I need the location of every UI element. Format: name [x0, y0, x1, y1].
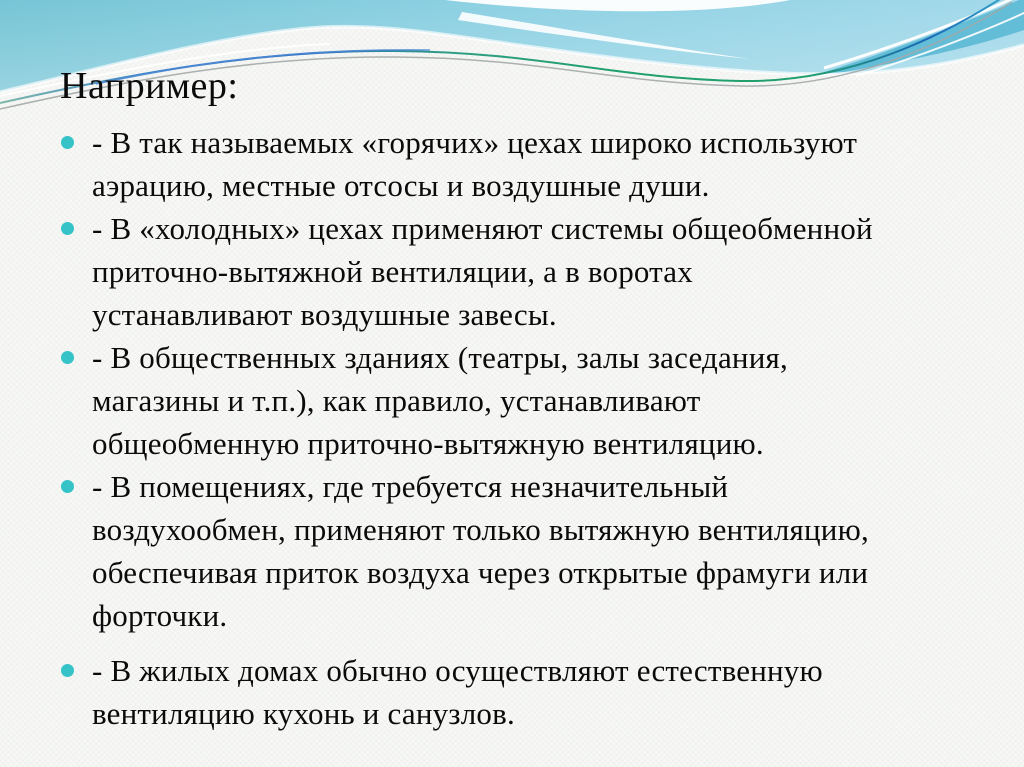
list-item — [60, 336, 990, 465]
bullet-text-line: вентиляцию кухонь и санузлов. — [92, 696, 515, 731]
bullet-text-line: - В так называемых «горячих» цехах широко используют — [92, 125, 858, 160]
bullet-text-line: обеспечивая приток воздуха через открытые фрамуги или — [92, 555, 869, 590]
bullet-text-line: форточки. — [92, 598, 228, 633]
bullet-text-line: аэрацию, местные отсосы и воздушные души. — [92, 168, 710, 203]
bullet-text-line: - В помещениях, где требуется незначительный — [92, 469, 729, 504]
bullet-list — [60, 121, 990, 735]
list-item — [60, 121, 990, 207]
bullet-text-line: приточно-вытяжной вентиляции, а в воротах — [92, 254, 693, 289]
list-item — [60, 465, 990, 637]
bullet-text-line: - В общественных зданиях (театры, залы заседания, — [92, 340, 788, 375]
list-item — [60, 207, 990, 336]
bullet-icon — [61, 136, 74, 149]
bullet-text-line: - В жилых домах обычно осуществляют естественную — [92, 653, 823, 688]
list-item — [60, 649, 990, 735]
bullet-text-line: - В «холодных» цехах применяют системы общеобменной — [92, 211, 873, 246]
bullet-icon — [61, 664, 74, 677]
bullet-icon — [61, 222, 74, 235]
bullet-text-line: общеобменную приточно-вытяжную вентиляцию. — [92, 426, 764, 461]
bullet-icon — [61, 351, 74, 364]
bullet-text-line: воздухообмен, применяют только вытяжную вентиляцию, — [92, 512, 869, 547]
slide-title: Например: — [60, 65, 239, 107]
bullet-text-line: устанавливают воздушные завесы. — [92, 297, 557, 332]
bullet-text-line: магазины и т.п.), как правило, устанавливают — [92, 383, 701, 418]
bullet-icon — [61, 480, 74, 493]
